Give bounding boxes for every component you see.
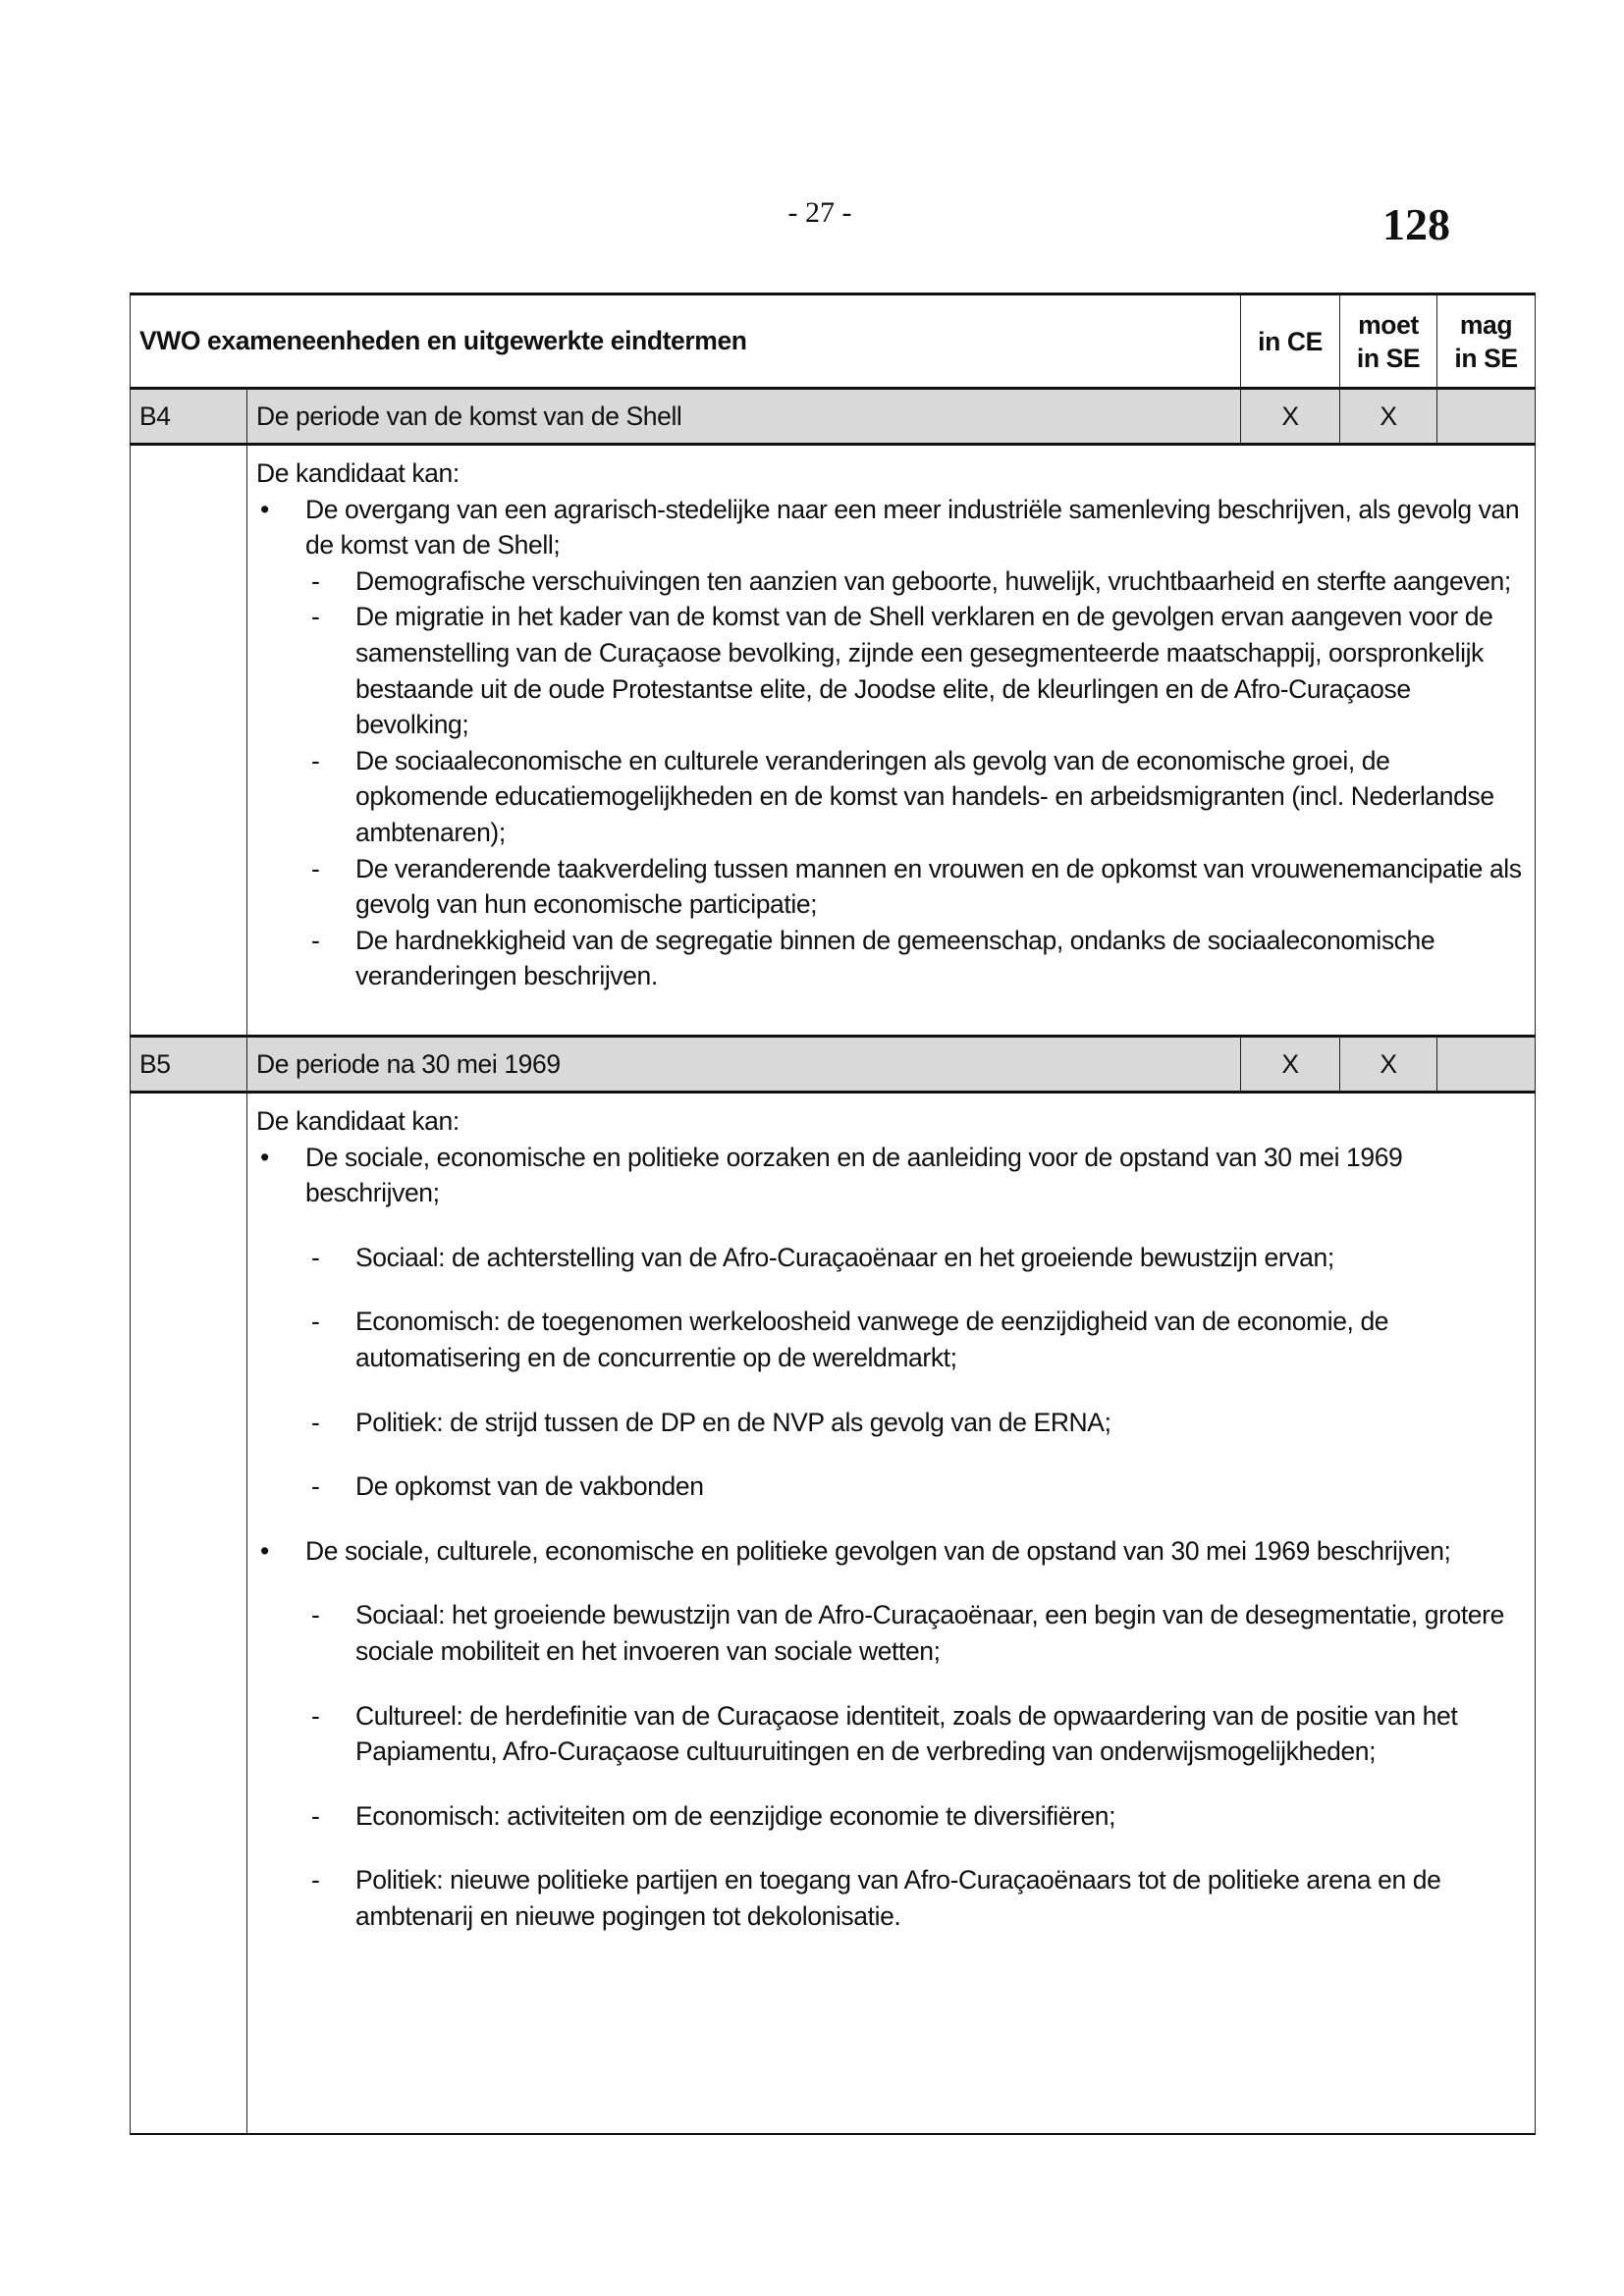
exam-units-table xyxy=(130,293,1536,2135)
section-content-b4 xyxy=(131,445,1536,1037)
sub-item xyxy=(256,1405,1526,1441)
section-title: De periode na 30 mei 1969 xyxy=(247,1037,1241,1093)
dash-icon: - xyxy=(311,1700,320,1731)
sub-item xyxy=(256,1240,1526,1276)
item-text: De opkomst van de vakbonden xyxy=(355,1471,704,1502)
item-text: De migratie in het kader van de komst van de Shell verklaren en de gevolgen ervan aangeven voor de samenstelling van de Curaçaose bevolking, zijnde een gesegmenteerde maatschappij, oorspronkelijk bestaande uit de oude Protestantse elite, de Joodse elite, de kleurlingen en de Afro-Curaçaose bevolking; xyxy=(355,602,1493,740)
sub-item xyxy=(256,743,1526,851)
intro-text: De kandidaat kan: xyxy=(256,1106,460,1136)
sub-item xyxy=(256,1468,1526,1505)
sub-item xyxy=(256,1304,1526,1375)
section-code: B4 xyxy=(131,389,247,445)
header-moet-in-se: moet in SE xyxy=(1340,294,1437,389)
bullet-item xyxy=(256,1533,1526,1570)
moet-in-se-mark: X xyxy=(1340,1037,1437,1093)
item-text: Economisch: activiteiten om de eenzijdige economie te diversifiëren; xyxy=(355,1800,1116,1831)
section-row-b4 xyxy=(131,389,1536,445)
item-text: Cultureel: de herdefinitie van de Curaçaose identiteit, zoals de opwaardering van de positie van het Papiamentu, Afro-Curaçaose cultuuruitingen en de verbreding van onderwijsmogelijkheden; xyxy=(355,1700,1458,1767)
section-content-b5 xyxy=(131,1093,1536,2134)
dash-icon: - xyxy=(311,565,320,596)
header-mag-in-se: mag in SE xyxy=(1437,294,1536,389)
item-text: Demografische verschuivingen ten aanzien van geboorte, huwelijk, vruchtbaarheid en sterfte aangeven; xyxy=(355,565,1511,596)
bullet-icon: • xyxy=(260,1535,269,1566)
item-text: De sociale, economische en politieke oorzaken en de aanleiding voor de opstand van 30 mei 1969 beschrijven; xyxy=(305,1142,1403,1208)
sub-item xyxy=(256,1862,1526,1934)
mag-in-se-mark xyxy=(1437,1037,1536,1093)
sub-item xyxy=(256,923,1526,994)
dash-icon: - xyxy=(311,1471,320,1502)
dash-icon: - xyxy=(311,853,320,883)
dash-icon: - xyxy=(311,745,320,775)
page-number: - 27 - xyxy=(787,196,852,229)
sub-item xyxy=(256,599,1526,742)
bullet-item xyxy=(256,1140,1526,1211)
sub-item xyxy=(256,1597,1526,1669)
item-text: De overgang van een agrarisch-stedelijke naar een meer industriële samenleving beschrijven, als gevolg van de komst van de Shell; xyxy=(305,494,1520,561)
header-title: VWO exameneenheden en uitgewerkte eindtermen xyxy=(131,294,1241,389)
dash-icon: - xyxy=(311,602,320,632)
item-text: De veranderende taakverdeling tussen mannen en vrouwen en de opkomst van vrouwenemancipatie als gevolg van hun economische participatie; xyxy=(355,853,1522,920)
section-row-b5 xyxy=(131,1037,1536,1093)
section-content xyxy=(247,445,1536,1037)
item-text: Sociaal: de achterstelling van de Afro-Curaçaoënaar en het groeiende bewustzijn ervan; xyxy=(355,1242,1334,1272)
dash-icon: - xyxy=(311,1800,320,1831)
dash-icon: - xyxy=(311,925,320,955)
document-number: 128 xyxy=(1382,199,1450,249)
sub-item xyxy=(256,563,1526,600)
section-content xyxy=(247,1093,1536,2134)
dash-icon: - xyxy=(311,1307,320,1337)
bullet-icon: • xyxy=(260,494,269,524)
bullet-icon: • xyxy=(260,1142,269,1172)
dash-icon: - xyxy=(311,1242,320,1272)
item-text: De hardnekkigheid van de segregatie binnen de gemeenschap, ondanks de sociaaleconomische veranderingen beschrijven. xyxy=(355,925,1435,991)
in-ce-mark: X xyxy=(1241,389,1340,445)
section-title: De periode van de komst van de Shell xyxy=(247,389,1241,445)
table-header-row xyxy=(131,294,1536,389)
section-code: B5 xyxy=(131,1037,247,1093)
header-in-ce: in CE xyxy=(1241,294,1340,389)
sub-item xyxy=(256,851,1526,923)
in-ce-mark: X xyxy=(1241,1037,1340,1093)
sub-item xyxy=(256,1798,1526,1835)
item-text: Politiek: de strijd tussen de DP en de NVP als gevolg van de ERNA; xyxy=(355,1407,1111,1437)
mag-in-se-mark xyxy=(1437,389,1536,445)
item-text: Sociaal: het groeiende bewustzijn van de Afro-Curaçaoënaar, een begin van de desegmentatie, grotere sociale mobiliteit en het invoeren van sociale wetten; xyxy=(355,1600,1504,1666)
intro-text: De kandidaat kan: xyxy=(256,458,460,488)
item-text: Economisch: de toegenomen werkeloosheid vanwege de eenzijdigheid van de economie, de automatisering en de concurrentie op de wereldmarkt; xyxy=(355,1307,1389,1372)
item-text: Politiek: nieuwe politieke partijen en toegang van Afro-Curaçaoënaars tot de politieke arena en de ambtenarij en nieuwe pogingen tot dekolonisatie. xyxy=(355,1865,1441,1931)
dash-icon: - xyxy=(311,1865,320,1896)
bullet-item xyxy=(256,492,1526,563)
moet-in-se-mark: X xyxy=(1340,389,1437,445)
dash-icon: - xyxy=(311,1600,320,1630)
item-text: De sociaaleconomische en culturele veranderingen als gevolg van de economische groei, de opkomende educatiemogelijkheden en de komst van handels- en arbeidsmigranten (incl. Nederlandse ambtenaren); xyxy=(355,745,1494,847)
dash-icon: - xyxy=(311,1407,320,1437)
item-text: De sociale, culturele, economische en politieke gevolgen van de opstand van 30 mei 1969 beschrijven; xyxy=(305,1535,1451,1566)
sub-item xyxy=(256,1698,1526,1770)
